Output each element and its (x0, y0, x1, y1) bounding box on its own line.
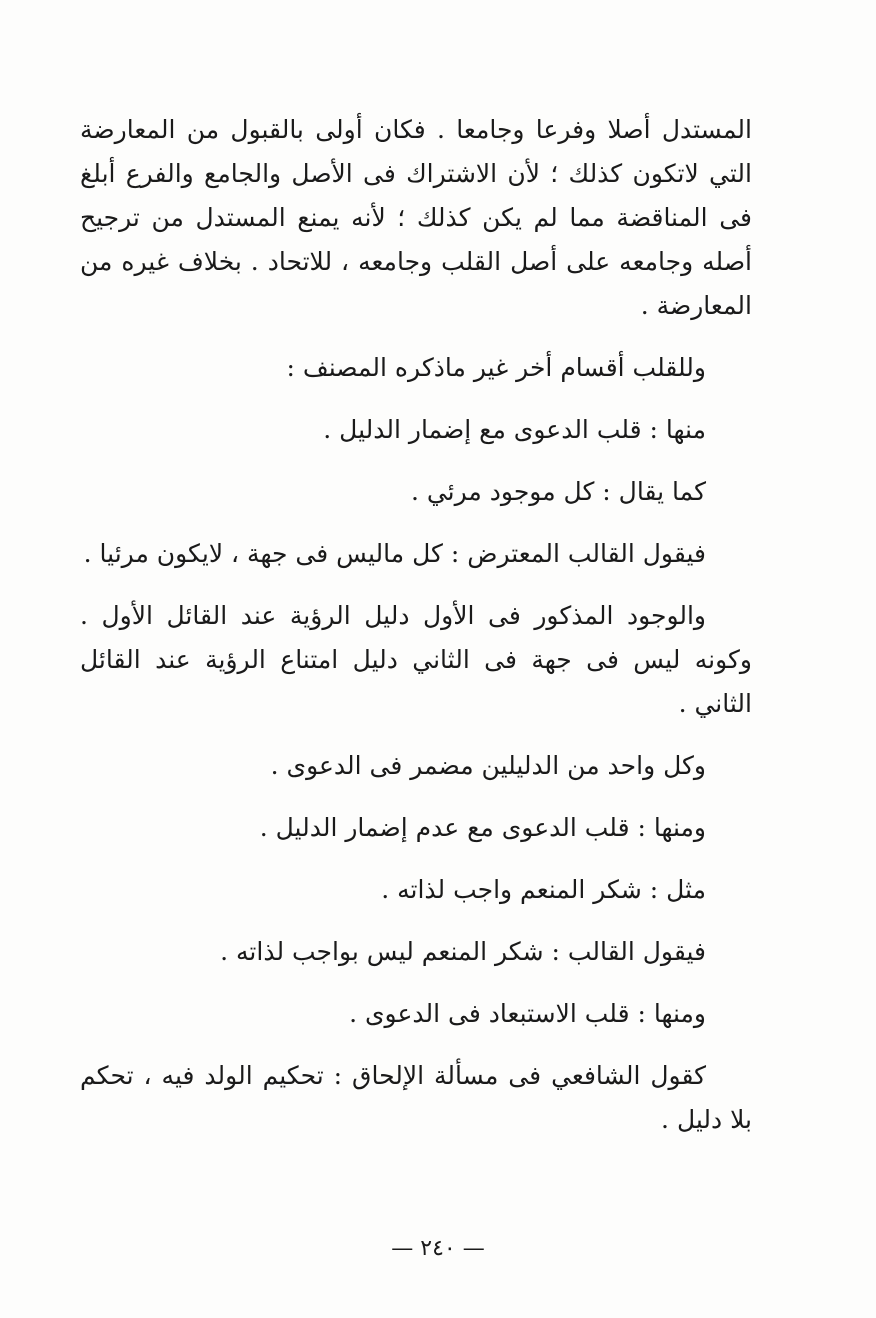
paragraph-6: والوجود المذكور فى الأول دليل الرؤية عند القائل الأول . وكونه ليس فى جهة فى الثاني دليل امتناع الرؤية عند القائل الثاني . (80, 601, 752, 718)
paragraph-9: مثل : شكر المنعم واجب لذاته . (381, 875, 706, 904)
paragraph-7: وكل واحد من الدليلين مضمر فى الدعوى . (270, 751, 706, 780)
paragraph-12: كقول الشافعي فى مسألة الإلحاق : تحكيم الولد فيه ، تحكم بلا دليل . (80, 1061, 752, 1134)
paragraph-3: منها : قلب الدعوى مع إضمار الدليل . (323, 415, 706, 444)
paragraph-11: ومنها : قلب الاستبعاد فى الدعوى . (349, 999, 706, 1028)
paragraph-4: كما يقال : كل موجود مرئي . (410, 477, 706, 506)
paragraph-8: ومنها : قلب الدعوى مع عدم إضمار الدليل . (259, 813, 706, 842)
body-text (80, 108, 752, 1142)
page-number: — ٢٤٠ — (391, 1236, 485, 1261)
paragraph-1: المستدل أصلا وفرعا وجامعا . فكان أولى بالقبول من المعارضة التي لاتكون كذلك ؛ لأن الاشتراك فى الأصل والجامع والفرع أبلغ فى المناقضة مما لم يكن كذلك ؛ لأنه يمنع المستدل من ترجيح أصله وجامعه على أصل القلب وجامعه ، للاتحاد . بخلاف غيره من المعارضة . (80, 115, 752, 320)
paragraph-10: فيقول القالب : شكر المنعم ليس بواجب لذاته . (220, 937, 706, 966)
paragraph-2: وللقلب أقسام أخر غير ماذكره المصنف : (286, 353, 706, 382)
paragraph-5: فيقول القالب المعترض : كل ماليس فى جهة ، لايكون مرئيا . (83, 539, 706, 568)
